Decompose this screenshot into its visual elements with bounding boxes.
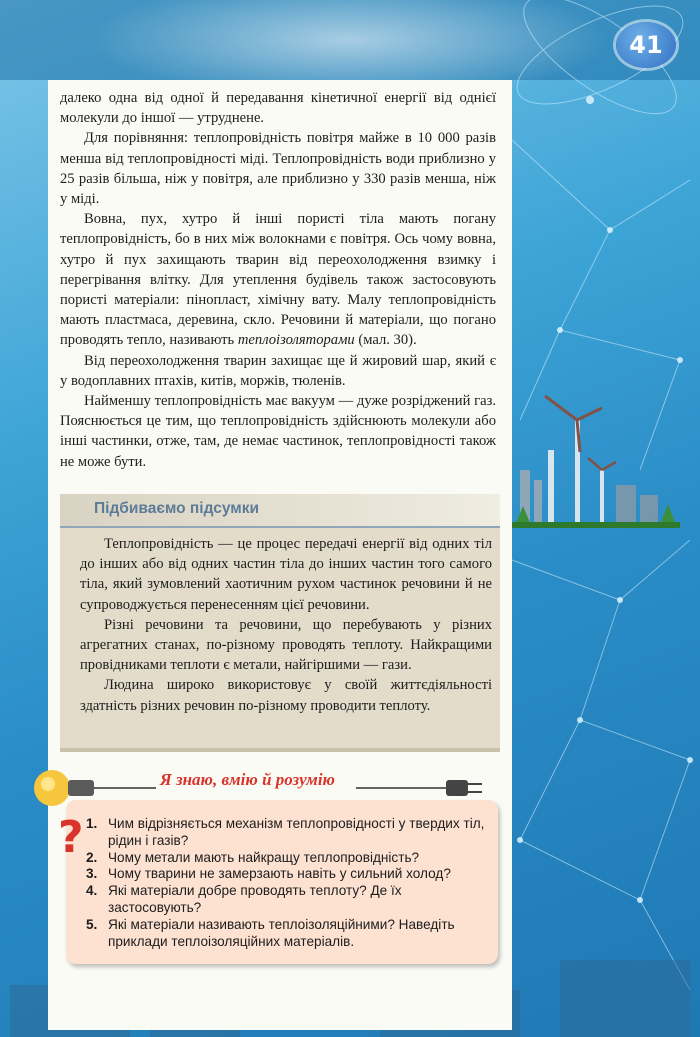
list-item [86, 816, 490, 850]
item-number: 4. [86, 883, 98, 899]
paragraph: Людина широко використовує у своїй життєдіяльності здатність різних речовин по-різному проводити теплоту. [80, 677, 492, 714]
item-number: 1. [86, 816, 98, 831]
summary-header [60, 494, 500, 530]
list-item [86, 883, 490, 917]
question-mark-icon: ? [58, 812, 84, 863]
term-heat-insulators: теплоізоляторами [237, 332, 355, 349]
item-number: 3. [86, 866, 98, 882]
paragraph [60, 209, 496, 350]
paragraph-text: Вовна, пух, хутро й інші пористі тіла мають погану теплопровідність, бо в них між волокнами є повітря. Ось чому вовна, хутро й пух захищають тварин від переохолодження взимку і перегрівання влітку. Для утеплення будівель також застосовують пористі матеріали: пінопласт, хімічну вату. Малу теплопровідність мають пластмаса, деревина, скло. Речовини й матеріали, що погано проводять тепло, називають [60, 211, 496, 349]
paragraph-text: (мал. 30). [354, 332, 417, 349]
summary-box [60, 528, 500, 752]
item-number: 5. [86, 916, 98, 932]
summary-title: Підбиваємо підсумки [94, 500, 260, 517]
paragraph: Від переохолодження тварин захищає ще й жировий шар, який є у водоплавних птахів, китів, моржів, тюленів. [60, 352, 496, 389]
item-text: Чим відрізняється механізм теплопровідності у твердих тіл, рідин і газів? [108, 816, 485, 848]
paragraph: Найменшу теплопровідність має вакуум — дуже розріджений газ. Пояснюється це тим, що теплопровідність здійснюють молекули або інші частинки, отже, там, де немає частинок, теплопровідності також не може бути. [60, 393, 496, 470]
paragraph: далеко одна від одної й передавання кінетичної енергії від однієї молекули до іншої — утруднене. [60, 90, 496, 127]
summary-text [80, 534, 492, 716]
list-item [86, 866, 490, 883]
paragraph: Теплопровідність — це процес передачі енергії від одних тіл до інших або від одних частин тіла до інших частин того самого тіла, який зумовлений хаотичним рухом частинок речовини й не супроводжується перенесенням цієї речовини. [80, 536, 492, 613]
paragraph: Для порівняння: теплопровідність повітря майже в 10 000 разів менша від теплопровідності міді. Теплопровідність води приблизно у 25 разів більша, ніж у повітря, але приблизно у 330 разів менша, ніж у міді. [60, 130, 496, 208]
main-text [60, 88, 496, 472]
questions-list [86, 816, 490, 950]
item-text: Які матеріали добре проводять теплоту? Де їх застосовують? [108, 883, 402, 915]
item-text: Які матеріали називають теплоізоляційними? Наведіть приклади теплоізоляційних матеріалів. [108, 916, 455, 949]
item-text: Чому тварини не замерзають навіть у сильний холод? [108, 866, 451, 882]
page-number: 41 [616, 22, 676, 68]
item-text: Чому метали мають найкращу теплопровідність? [108, 849, 420, 865]
paragraph: Різні речовини та речовини, що перебувають у різних агрегатних станах, по-різному проводять теплоту. Найкращими провідниками теплоти є метали, найгіршими — гази. [80, 616, 492, 674]
list-item [86, 917, 490, 951]
list-item [86, 850, 490, 867]
item-number: 2. [86, 849, 98, 865]
questions-title: Я знаю, вмію й розумію [160, 770, 335, 789]
